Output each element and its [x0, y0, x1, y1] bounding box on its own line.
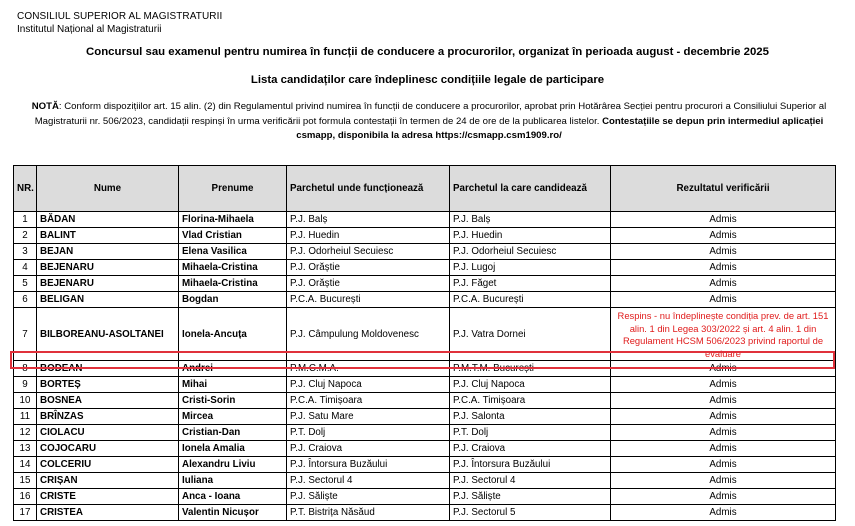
cell-prenume: Florina-Mihaela: [179, 212, 287, 228]
document-subtitle: Lista candidaților care îndeplinesc condițiile legale de participare: [250, 74, 605, 86]
cell-nr: 5: [14, 276, 37, 292]
document-title: Concursul sau examenul pentru numirea în funcții de conducere a procurorilor, organizat în perioada august - decembrie 2025: [86, 46, 769, 58]
cell-unde: P.J. Sectorul 4: [287, 473, 450, 489]
cell-unde: P.J. Craiova: [287, 441, 450, 457]
cell-rezultat: Admis: [611, 228, 836, 244]
table-row: [14, 393, 836, 409]
cell-nr: 7: [14, 308, 37, 361]
cell-prenume: Mihaela-Cristina: [179, 260, 287, 276]
nota-text: : Conform dispozițiilor art. 15 alin. (2) din Regulamentul privind numirea în funcții de conducere a procurorilor, aprobat prin Hotărârea Secției pentru procurori a Consiliului Superior al Magistraturii nr. 506/2023, candidații respinși în urma verificării pot formula contestații în termen de 24 de ore de la publicarea listelor.: [34, 101, 827, 127]
table-row: [14, 244, 836, 260]
cell-nr: 17: [14, 505, 37, 521]
candidates-table: [13, 165, 836, 521]
cell-unde: P.T. Dolj: [287, 425, 450, 441]
cell-rezultat: Admis: [611, 212, 836, 228]
table-row: [14, 409, 836, 425]
cell-rezultat: Admis: [611, 409, 836, 425]
cell-candideaza: P.J. Salonta: [450, 409, 611, 425]
cell-rezultat: Admis: [611, 361, 836, 377]
col-header-parchet-candideaza: Parchetul la care candidează: [450, 166, 611, 212]
cell-unde: P.C.A. Timișoara: [287, 393, 450, 409]
cell-prenume: Iuliana: [179, 473, 287, 489]
cell-prenume: Cristi-Sorin: [179, 393, 287, 409]
cell-nume: COJOCARU: [37, 441, 179, 457]
table-header-row: [14, 166, 836, 212]
cell-unde: P.J. Orăștie: [287, 260, 450, 276]
cell-nr: 1: [14, 212, 37, 228]
cell-prenume: Cristian-Dan: [179, 425, 287, 441]
cell-prenume: Anca - Ioana: [179, 489, 287, 505]
cell-unde: P.J. Cluj Napoca: [287, 377, 450, 393]
cell-nume: CRIȘAN: [37, 473, 179, 489]
cell-rezultat: Admis: [611, 377, 836, 393]
cell-nume: BORTEȘ: [37, 377, 179, 393]
cell-rezultat: Admis: [611, 260, 836, 276]
cell-prenume: Mihaela-Cristina: [179, 276, 287, 292]
cell-rezultat: Admis: [611, 292, 836, 308]
cell-rezultat: Respins - nu îndeplinește condiția prev. de art. 151 alin. 1 din Legea 303/2022 și art. 4 alin. 1 din Regulament HCSM 506/2023 privind raportul de evaluare: [611, 308, 836, 361]
cell-unde: P.J. Întorsura Buzăului: [287, 457, 450, 473]
cell-rezultat: Admis: [611, 457, 836, 473]
table-row: [14, 377, 836, 393]
cell-rezultat: Admis: [611, 425, 836, 441]
cell-nume: BALINT: [37, 228, 179, 244]
cell-nume: BEJENARU: [37, 260, 179, 276]
cell-nume: BEJAN: [37, 244, 179, 260]
cell-nr: 2: [14, 228, 37, 244]
cell-candideaza: P.J. Sectorul 5: [450, 505, 611, 521]
cell-nr: 15: [14, 473, 37, 489]
cell-nume: BODEAN: [37, 361, 179, 377]
cell-nume: CIOLACU: [37, 425, 179, 441]
cell-prenume: Elena Vasilica: [179, 244, 287, 260]
cell-unde: P.J. Odorheiul Secuiesc: [287, 244, 450, 260]
table-row: [14, 276, 836, 292]
cell-prenume: Andrei: [179, 361, 287, 377]
cell-nume: BELIGAN: [37, 292, 179, 308]
col-header-prenume: Prenume: [179, 166, 287, 212]
cell-nr: 16: [14, 489, 37, 505]
cell-nr: 6: [14, 292, 37, 308]
cell-nr: 3: [14, 244, 37, 260]
cell-candideaza: P.M.T.M. București: [450, 361, 611, 377]
cell-prenume: Alexandru Liviu: [179, 457, 287, 473]
cell-rezultat: Admis: [611, 505, 836, 521]
cell-unde: P.J. Satu Mare: [287, 409, 450, 425]
cell-prenume: Ionela Amalia: [179, 441, 287, 457]
cell-rezultat: Admis: [611, 489, 836, 505]
cell-prenume: Vlad Cristian: [179, 228, 287, 244]
table-row: [14, 361, 836, 377]
cell-unde: P.J. Balș: [287, 212, 450, 228]
cell-nr: 13: [14, 441, 37, 457]
cell-unde: P.J. Huedin: [287, 228, 450, 244]
col-header-parchet-unde: Parchetul unde funcționează: [287, 166, 450, 212]
col-header-nr: NR.: [14, 166, 37, 212]
nota-label: NOTĂ: [31, 101, 59, 112]
cell-prenume: Ionela-Ancuța: [179, 308, 287, 361]
institute-name: Institutul Național al Magistraturii: [17, 24, 162, 35]
table-row: [14, 212, 836, 228]
table-row: [14, 425, 836, 441]
cell-prenume: Mihai: [179, 377, 287, 393]
table-body: [14, 212, 836, 521]
cell-prenume: Mircea: [179, 409, 287, 425]
cell-prenume: Valentin Nicușor: [179, 505, 287, 521]
cell-candideaza: P.J. Făget: [450, 276, 611, 292]
cell-candideaza: P.T. Dolj: [450, 425, 611, 441]
cell-nr: 9: [14, 377, 37, 393]
cell-nume: BEJENARU: [37, 276, 179, 292]
cell-rezultat: Admis: [611, 441, 836, 457]
col-header-nume: Nume: [37, 166, 179, 212]
nota-paragraph: [18, 100, 840, 144]
cell-nume: CRISTEA: [37, 505, 179, 521]
cell-candideaza: P.J. Sectorul 4: [450, 473, 611, 489]
cell-nume: CRISTE: [37, 489, 179, 505]
cell-unde: P.M.C.M.A.: [287, 361, 450, 377]
cell-nume: BĂDAN: [37, 212, 179, 228]
document-header: [17, 10, 222, 36]
cell-candideaza: P.C.A. Timișoara: [450, 393, 611, 409]
cell-candideaza: P.C.A. București: [450, 292, 611, 308]
cell-candideaza: P.J. Vatra Dornei: [450, 308, 611, 361]
cell-nume: BILBOREANU-ASOLTANEI: [37, 308, 179, 361]
cell-unde: P.J. Câmpulung Moldovenesc: [287, 308, 450, 361]
org-name: CONSILIUL SUPERIOR AL MAGISTRATURII: [17, 11, 223, 22]
table-row: [14, 441, 836, 457]
cell-unde: P.C.A. București: [287, 292, 450, 308]
cell-candideaza: P.J. Întorsura Buzăului: [450, 457, 611, 473]
cell-nr: 12: [14, 425, 37, 441]
cell-rezultat: Admis: [611, 473, 836, 489]
cell-candideaza: P.J. Lugoj: [450, 260, 611, 276]
cell-candideaza: P.J. Săliște: [450, 489, 611, 505]
table-row: [14, 457, 836, 473]
table-row: [14, 505, 836, 521]
table-row: [14, 308, 836, 361]
cell-unde: P.J. Săliște: [287, 489, 450, 505]
cell-unde: P.T. Bistrița Năsăud: [287, 505, 450, 521]
cell-candideaza: P.J. Cluj Napoca: [450, 377, 611, 393]
cell-candideaza: P.J. Craiova: [450, 441, 611, 457]
cell-nume: BRÎNZAS: [37, 409, 179, 425]
cell-nume: COLCERIU: [37, 457, 179, 473]
cell-unde: P.J. Orăștie: [287, 276, 450, 292]
cell-rezultat: Admis: [611, 276, 836, 292]
cell-prenume: Bogdan: [179, 292, 287, 308]
cell-nr: 14: [14, 457, 37, 473]
table-row: [14, 489, 836, 505]
cell-nume: BOSNEA: [37, 393, 179, 409]
col-header-rezultat: Rezultatul verificării: [611, 166, 836, 212]
cell-candideaza: P.J. Odorheiul Secuiesc: [450, 244, 611, 260]
table-row: [14, 228, 836, 244]
cell-nr: 4: [14, 260, 37, 276]
cell-nr: 8: [14, 361, 37, 377]
cell-nr: 10: [14, 393, 37, 409]
table-row: [14, 292, 836, 308]
cell-rezultat: Admis: [611, 393, 836, 409]
cell-candideaza: P.J. Balș: [450, 212, 611, 228]
cell-rezultat: Admis: [611, 244, 836, 260]
cell-nr: 11: [14, 409, 37, 425]
nota-bold-text: Contestațiile se depun prin intermediul aplicației csmapp, disponibila la adresa https://csmapp.csm1909.ro/: [296, 115, 824, 141]
table-row: [14, 260, 836, 276]
cell-candideaza: P.J. Huedin: [450, 228, 611, 244]
table-row: [14, 473, 836, 489]
